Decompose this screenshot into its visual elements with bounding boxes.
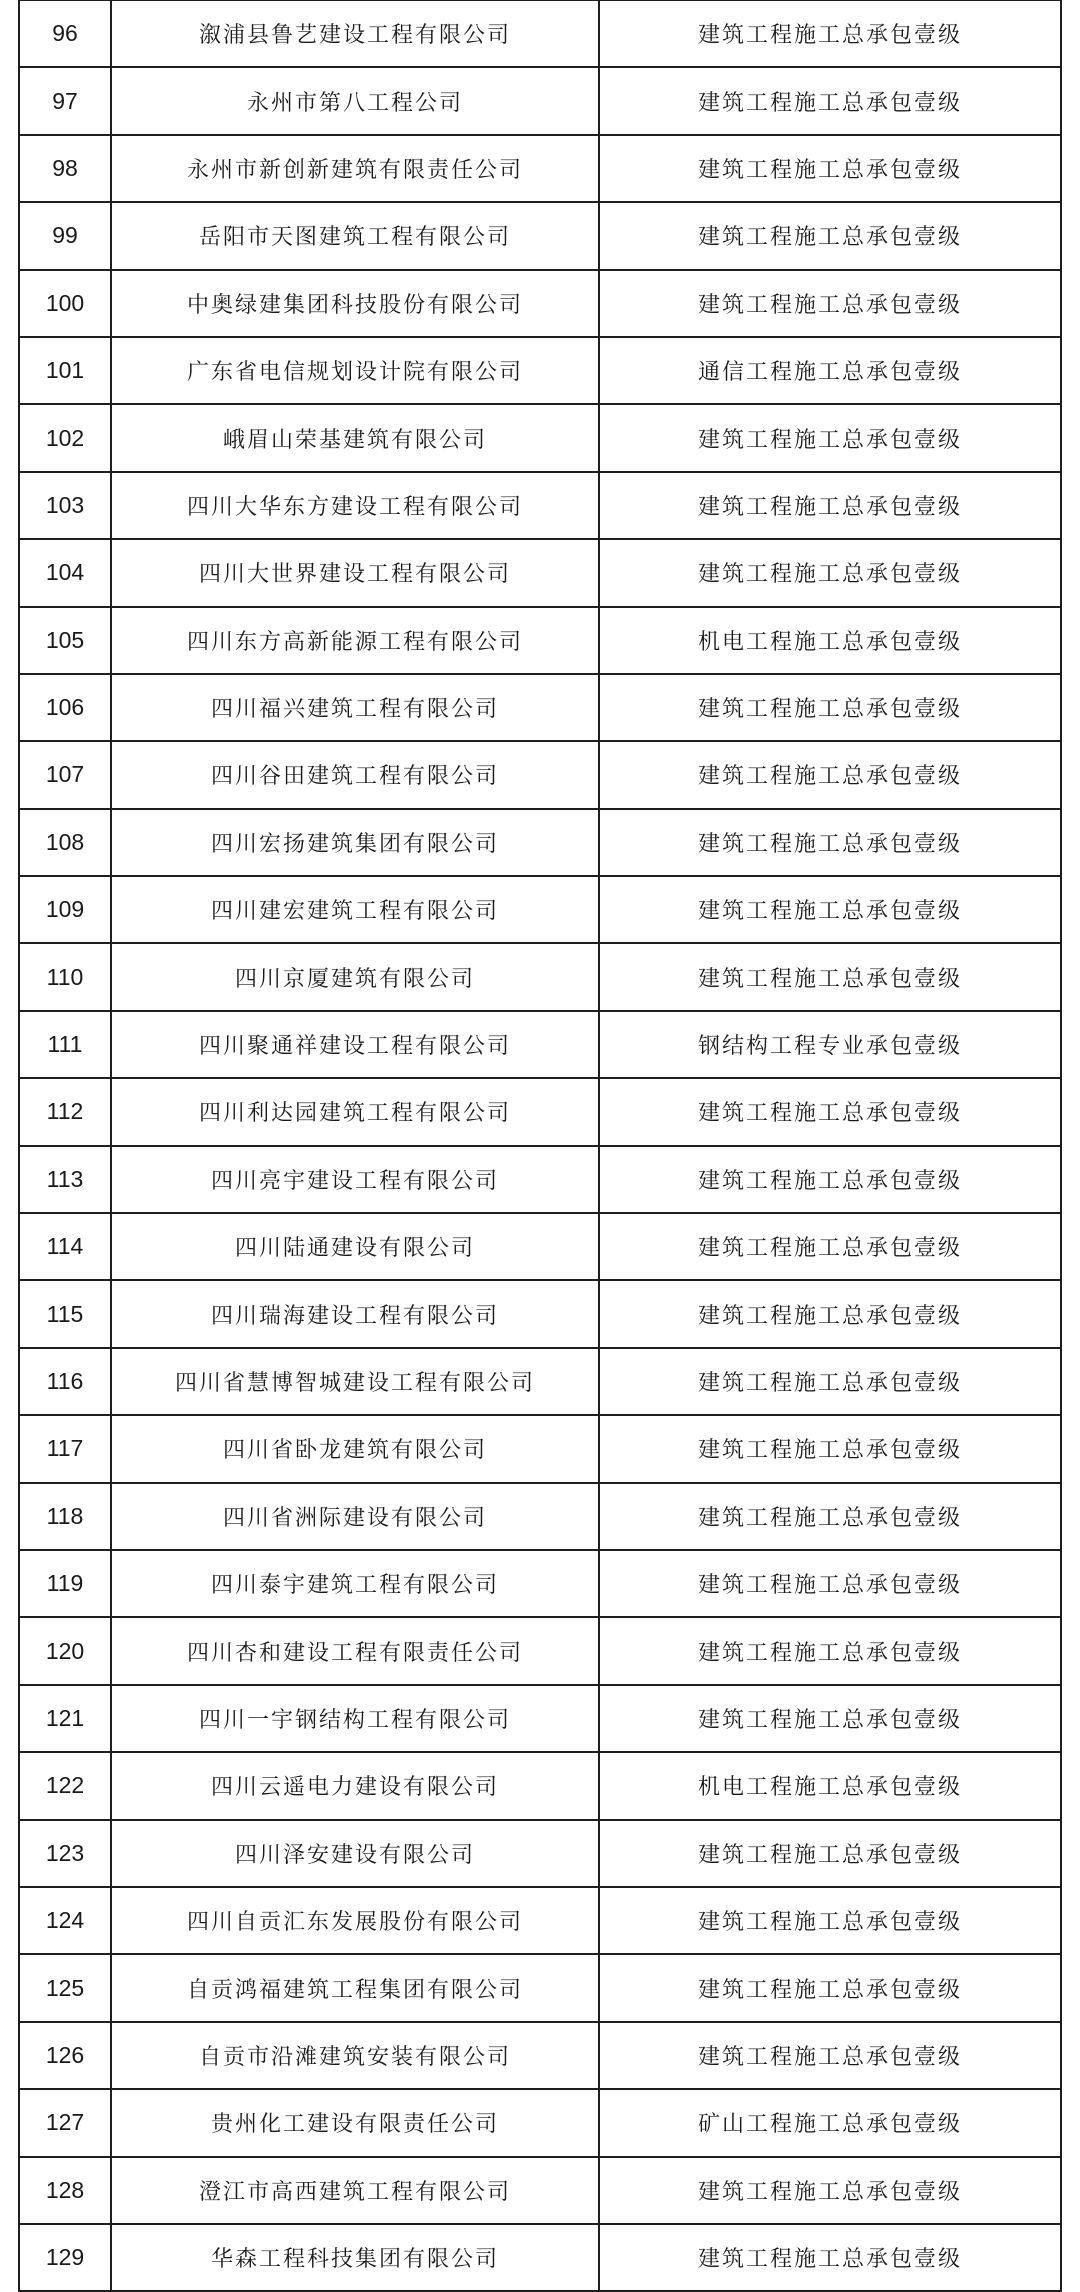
row-number-cell: 128 [19, 2157, 111, 2224]
row-number-cell: 105 [19, 607, 111, 674]
qualification-cell: 建筑工程施工总承包壹级 [599, 943, 1061, 1010]
row-number-cell: 121 [19, 1685, 111, 1752]
company-name-cell: 四川宏扬建筑集团有限公司 [111, 809, 599, 876]
row-number-cell: 116 [19, 1348, 111, 1415]
company-name-cell: 四川杏和建设工程有限责任公司 [111, 1617, 599, 1684]
table-body [19, 1, 1061, 2292]
row-number-cell: 99 [19, 202, 111, 269]
qualification-cell: 建筑工程施工总承包壹级 [599, 2157, 1061, 2224]
qualification-cell: 建筑工程施工总承包壹级 [599, 1078, 1061, 1145]
qualification-cell: 通信工程施工总承包壹级 [599, 337, 1061, 404]
row-number-cell: 112 [19, 1078, 111, 1145]
row-number-cell: 98 [19, 135, 111, 202]
table-row [19, 337, 1061, 404]
row-number-cell: 120 [19, 1617, 111, 1684]
qualification-cell: 建筑工程施工总承包壹级 [599, 674, 1061, 741]
qualification-cell: 建筑工程施工总承包壹级 [599, 1954, 1061, 2021]
table-row [19, 1685, 1061, 1752]
company-name-cell: 四川云遥电力建设有限公司 [111, 1752, 599, 1819]
table-row [19, 876, 1061, 943]
qualification-cell: 建筑工程施工总承包壹级 [599, 135, 1061, 202]
table-row [19, 1887, 1061, 1954]
table-row [19, 1415, 1061, 1482]
qualification-cell: 建筑工程施工总承包壹级 [599, 1483, 1061, 1550]
qualification-cell: 建筑工程施工总承包壹级 [599, 1280, 1061, 1347]
table-row [19, 539, 1061, 606]
table-row [19, 1617, 1061, 1684]
table-row [19, 404, 1061, 471]
table-row [19, 1078, 1061, 1145]
table-row [19, 2022, 1061, 2089]
qualification-cell: 建筑工程施工总承包壹级 [599, 2022, 1061, 2089]
qualification-cell: 建筑工程施工总承包壹级 [599, 876, 1061, 943]
row-number-cell: 119 [19, 1550, 111, 1617]
row-number-cell: 123 [19, 1820, 111, 1887]
company-name-cell: 溆浦县鲁艺建设工程有限公司 [111, 1, 599, 68]
company-name-cell: 四川大世界建设工程有限公司 [111, 539, 599, 606]
row-number-cell: 114 [19, 1213, 111, 1280]
qualification-cell: 建筑工程施工总承包壹级 [599, 1887, 1061, 1954]
row-number-cell: 125 [19, 1954, 111, 2021]
table-row [19, 135, 1061, 202]
company-name-cell: 峨眉山荣基建筑有限公司 [111, 404, 599, 471]
qualification-cell: 建筑工程施工总承包壹级 [599, 539, 1061, 606]
table-row [19, 809, 1061, 876]
table-row [19, 1954, 1061, 2021]
row-number-cell: 118 [19, 1483, 111, 1550]
qualification-cell: 建筑工程施工总承包壹级 [599, 1, 1061, 68]
qualification-cell: 机电工程施工总承包壹级 [599, 607, 1061, 674]
company-name-cell: 四川大华东方建设工程有限公司 [111, 472, 599, 539]
qualification-cell: 钢结构工程专业承包壹级 [599, 1011, 1061, 1078]
table-row [19, 472, 1061, 539]
qualification-cell: 建筑工程施工总承包壹级 [599, 472, 1061, 539]
row-number-cell: 124 [19, 1887, 111, 1954]
row-number-cell: 113 [19, 1146, 111, 1213]
company-name-cell: 四川陆通建设有限公司 [111, 1213, 599, 1280]
company-name-cell: 贵州化工建设有限责任公司 [111, 2089, 599, 2156]
company-name-cell: 岳阳市天图建筑工程有限公司 [111, 202, 599, 269]
qualification-cell: 建筑工程施工总承包壹级 [599, 67, 1061, 134]
table-row [19, 1, 1061, 68]
qualification-cell: 机电工程施工总承包壹级 [599, 1752, 1061, 1819]
table-row [19, 67, 1061, 134]
row-number-cell: 103 [19, 472, 111, 539]
company-name-cell: 广东省电信规划设计院有限公司 [111, 337, 599, 404]
qualification-cell: 建筑工程施工总承包壹级 [599, 2224, 1061, 2291]
company-name-cell: 四川省慧博智城建设工程有限公司 [111, 1348, 599, 1415]
company-name-cell: 四川瑞海建设工程有限公司 [111, 1280, 599, 1347]
table-row [19, 2157, 1061, 2224]
company-name-cell: 四川聚通祥建设工程有限公司 [111, 1011, 599, 1078]
row-number-cell: 106 [19, 674, 111, 741]
row-number-cell: 122 [19, 1752, 111, 1819]
table-row [19, 1752, 1061, 1819]
table-row [19, 1483, 1061, 1550]
table-row [19, 674, 1061, 741]
row-number-cell: 117 [19, 1415, 111, 1482]
company-name-cell: 永州市新创新建筑有限责任公司 [111, 135, 599, 202]
document-page [18, 0, 1060, 2292]
table-row [19, 1146, 1061, 1213]
company-name-cell: 四川建宏建筑工程有限公司 [111, 876, 599, 943]
company-qualification-table [18, 0, 1062, 2292]
company-name-cell: 四川亮宇建设工程有限公司 [111, 1146, 599, 1213]
qualification-cell: 建筑工程施工总承包壹级 [599, 1550, 1061, 1617]
company-name-cell: 永州市第八工程公司 [111, 67, 599, 134]
table-row [19, 1213, 1061, 1280]
qualification-cell: 建筑工程施工总承包壹级 [599, 1146, 1061, 1213]
row-number-cell: 129 [19, 2224, 111, 2291]
company-name-cell: 四川东方高新能源工程有限公司 [111, 607, 599, 674]
row-number-cell: 108 [19, 809, 111, 876]
qualification-cell: 建筑工程施工总承包壹级 [599, 741, 1061, 808]
table-row [19, 270, 1061, 337]
table-row [19, 1550, 1061, 1617]
table-row [19, 1820, 1061, 1887]
row-number-cell: 97 [19, 67, 111, 134]
qualification-cell: 建筑工程施工总承包壹级 [599, 404, 1061, 471]
company-name-cell: 自贡鸿福建筑工程集团有限公司 [111, 1954, 599, 2021]
row-number-cell: 96 [19, 1, 111, 68]
company-name-cell: 四川京厦建筑有限公司 [111, 943, 599, 1010]
qualification-cell: 建筑工程施工总承包壹级 [599, 202, 1061, 269]
row-number-cell: 115 [19, 1280, 111, 1347]
row-number-cell: 109 [19, 876, 111, 943]
row-number-cell: 110 [19, 943, 111, 1010]
table-row [19, 202, 1061, 269]
row-number-cell: 111 [19, 1011, 111, 1078]
qualification-cell: 建筑工程施工总承包壹级 [599, 1415, 1061, 1482]
company-name-cell: 华森工程科技集团有限公司 [111, 2224, 599, 2291]
row-number-cell: 104 [19, 539, 111, 606]
qualification-cell: 建筑工程施工总承包壹级 [599, 1685, 1061, 1752]
qualification-cell: 建筑工程施工总承包壹级 [599, 270, 1061, 337]
row-number-cell: 102 [19, 404, 111, 471]
company-name-cell: 四川泰宇建筑工程有限公司 [111, 1550, 599, 1617]
table-row [19, 607, 1061, 674]
company-name-cell: 四川利达园建筑工程有限公司 [111, 1078, 599, 1145]
table-row [19, 2089, 1061, 2156]
qualification-cell: 建筑工程施工总承包壹级 [599, 1213, 1061, 1280]
company-name-cell: 中奥绿建集团科技股份有限公司 [111, 270, 599, 337]
qualification-cell: 建筑工程施工总承包壹级 [599, 1617, 1061, 1684]
company-name-cell: 自贡市沿滩建筑安装有限公司 [111, 2022, 599, 2089]
company-name-cell: 四川省卧龙建筑有限公司 [111, 1415, 599, 1482]
company-name-cell: 四川省洲际建设有限公司 [111, 1483, 599, 1550]
table-row [19, 2224, 1061, 2291]
company-name-cell: 四川一宇钢结构工程有限公司 [111, 1685, 599, 1752]
qualification-cell: 建筑工程施工总承包壹级 [599, 809, 1061, 876]
table-row [19, 741, 1061, 808]
company-name-cell: 澄江市高西建筑工程有限公司 [111, 2157, 599, 2224]
qualification-cell: 矿山工程施工总承包壹级 [599, 2089, 1061, 2156]
qualification-cell: 建筑工程施工总承包壹级 [599, 1820, 1061, 1887]
table-row [19, 943, 1061, 1010]
table-row [19, 1348, 1061, 1415]
row-number-cell: 126 [19, 2022, 111, 2089]
table-row [19, 1280, 1061, 1347]
company-name-cell: 四川泽安建设有限公司 [111, 1820, 599, 1887]
company-name-cell: 四川福兴建筑工程有限公司 [111, 674, 599, 741]
table-row [19, 1011, 1061, 1078]
row-number-cell: 127 [19, 2089, 111, 2156]
qualification-cell: 建筑工程施工总承包壹级 [599, 1348, 1061, 1415]
row-number-cell: 100 [19, 270, 111, 337]
row-number-cell: 101 [19, 337, 111, 404]
row-number-cell: 107 [19, 741, 111, 808]
company-name-cell: 四川自贡汇东发展股份有限公司 [111, 1887, 599, 1954]
company-name-cell: 四川谷田建筑工程有限公司 [111, 741, 599, 808]
